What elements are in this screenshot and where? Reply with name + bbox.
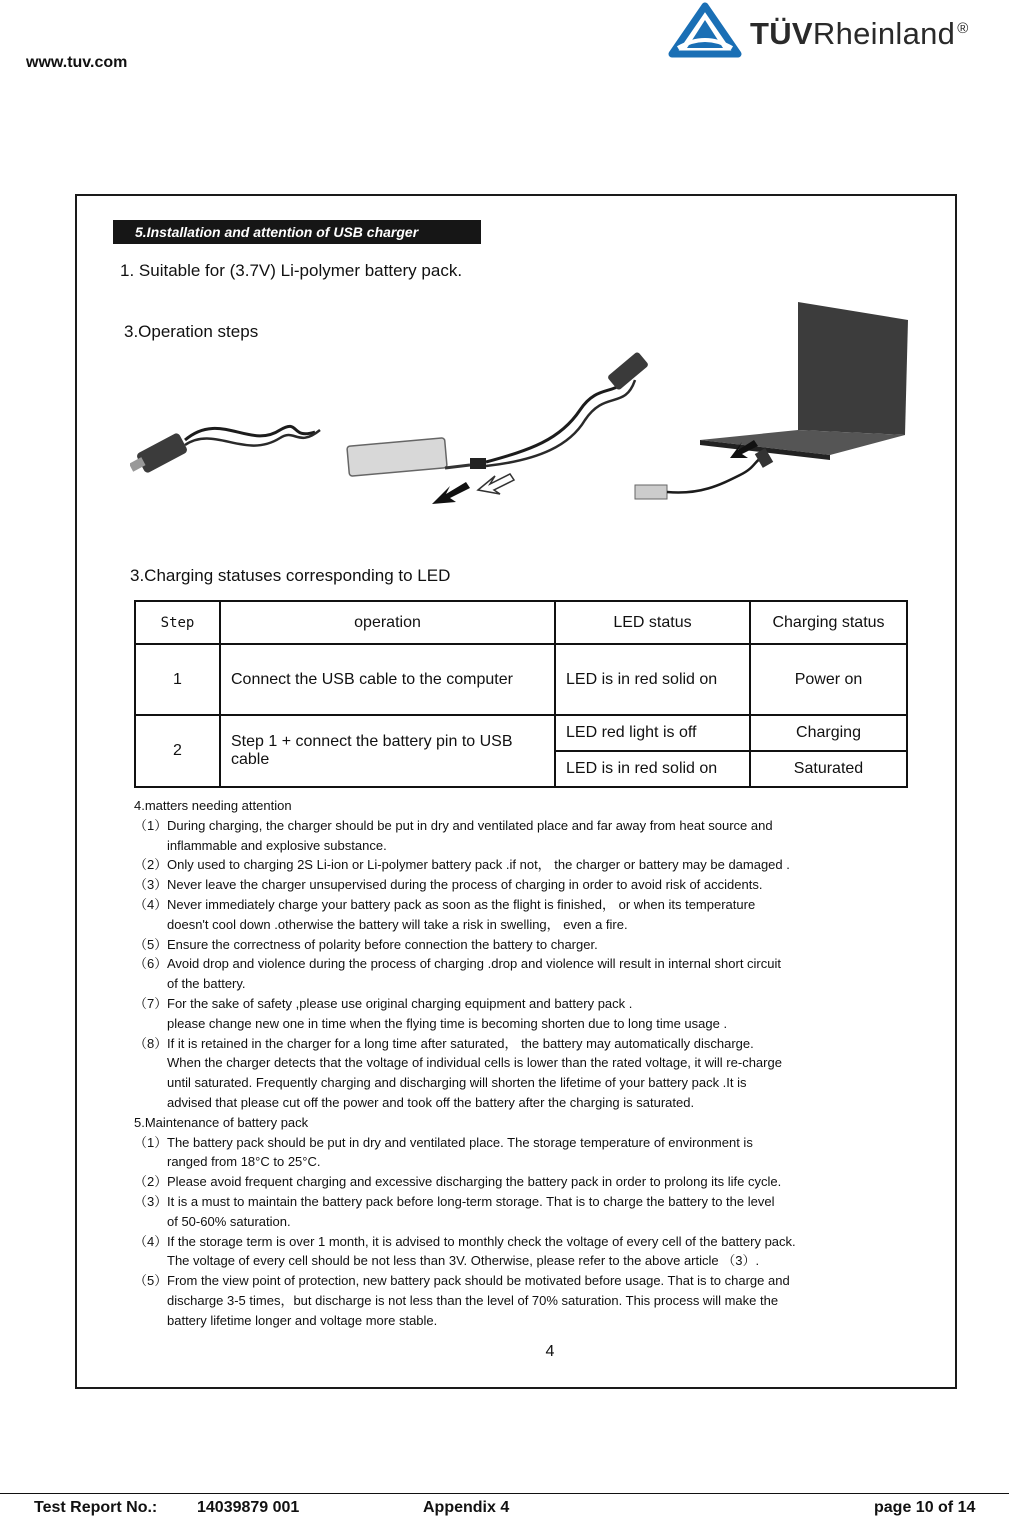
list-item: （1） The battery pack should be put in dry and ventilated place. The storage temperature of environment is ranged from 18°C to 25°C. (134, 1134, 753, 1170)
row2-status-b: Saturated (750, 751, 907, 787)
section-title: 5.Installation and attention of USB charger (113, 220, 481, 244)
laptop-illustration (635, 302, 908, 499)
list-item: （3） It is a must to maintain the battery pack before long-term storage. That is to charge the battery to the level of 50-60% saturation. (134, 1193, 775, 1229)
suitable-note: 1. Suitable for (3.7V) Li-polymer battery pack. (120, 261, 463, 280)
table-header-row (135, 601, 907, 644)
list-item: （1） During charging, the charger should be put in dry and ventilated place and far away from heat source and inflammable and explosive substance. (134, 817, 773, 853)
list-item: （8） If it is retained in the charger for a long time after saturated， the battery may automatically discharge. When the charger detects that the voltage of individual cells is lower than the rated voltage, it will re-charge until saturated. Frequently charging and discharging will shorten the lifetime of your battery pack .It is advised that please cut off the power and took off the battery after the charging is saturated. (134, 1035, 782, 1110)
list-item: （2） Please avoid frequent charging and excessive discharging the battery pack in order to prolong its life cycle. (134, 1174, 782, 1190)
charging-illustration (130, 290, 920, 530)
table-row (135, 644, 907, 715)
list-item: （6） Avoid drop and violence during the process of charging .drop and violence will result in internal short circuit of the battery. (134, 956, 781, 992)
report-number: 14039879 001 (197, 1499, 300, 1516)
list-item: （5） From the view point of protection, new battery pack should be motivated before usage. That is to charge and discharge 3-5 times，but discharge is not less than the level of 70% saturation. This process will make the battery lifetime longer and voltage more stable. (134, 1273, 790, 1328)
led-status-table (134, 600, 908, 788)
list-item: （3） Never leave the charger unsupervised during the process of charging in order to avoid risk of accidents. (134, 877, 763, 893)
usb-cable-illustration (130, 426, 320, 474)
list-item: （2） Only used to charging 2S Li-ion or Li-polymer battery pack .if not， the charger or battery may be damaged . (134, 857, 790, 873)
brand-bold: TÜV (750, 16, 813, 51)
header-url: www.tuv.com (26, 54, 128, 71)
header-charging-status: Charging status (750, 601, 907, 644)
notes-section (134, 796, 924, 1331)
page-counter: page 10 of 14 (874, 1499, 976, 1516)
charging-status-title: 3.Charging statuses corresponding to LED (130, 566, 451, 585)
report-label: Test Report No.: (34, 1499, 158, 1516)
operation-steps-title: 3.Operation steps (124, 322, 259, 341)
tuv-logo (668, 2, 988, 58)
brand-name (750, 16, 969, 52)
matters-title: 4.matters needing attention (134, 798, 292, 813)
header-step: Step (135, 601, 220, 644)
row1-status: Power on (750, 644, 907, 715)
list-item: （7） For the sake of safety ,please use original charging equipment and battery pack . please change new one in time when the flying time is becoming shorten due to long time usage . (134, 995, 728, 1031)
tuv-triangle-icon (668, 2, 742, 58)
brand-rest: Rheinland (812, 16, 956, 51)
row2-step: 2 (135, 715, 220, 787)
row2-led-b: LED is in red solid on (555, 751, 750, 787)
brand-registered: ® (957, 19, 969, 37)
list-item: （4） Never immediately charge your battery pack as soon as the flight is finished， or when its temperature doesn't cool down .otherwise the battery will take a risk in swelling， even a fire. (134, 896, 756, 932)
row2-operation: Step 1 + connect the battery pin to USB cable (220, 715, 555, 787)
row2-led-a: LED red light is off (555, 715, 750, 751)
maintenance-title: 5.Maintenance of battery pack (134, 1114, 309, 1130)
table-row (135, 715, 907, 751)
list-item: （4） If the storage term is over 1 month, it is advised to monthly check the voltage of every cell of the battery pack. The voltage of every cell should be not less than 3V. Otherwise, please refer to the above article （3）. (134, 1233, 796, 1269)
row1-step: 1 (135, 644, 220, 715)
appendix-label: Appendix 4 (423, 1499, 510, 1516)
footer-divider (0, 1493, 1009, 1494)
manual-page-number: 4 (545, 1343, 555, 1360)
header-operation: operation (220, 601, 555, 644)
header-led-status: LED status (555, 601, 750, 644)
battery-connect-illustration (347, 351, 649, 504)
row1-led: LED is in red solid on (555, 644, 750, 715)
row2-status-a: Charging (750, 715, 907, 751)
list-item: （5） Ensure the correctness of polarity before connection the battery to charger. (134, 936, 598, 952)
row1-operation: Connect the USB cable to the computer (220, 644, 555, 715)
